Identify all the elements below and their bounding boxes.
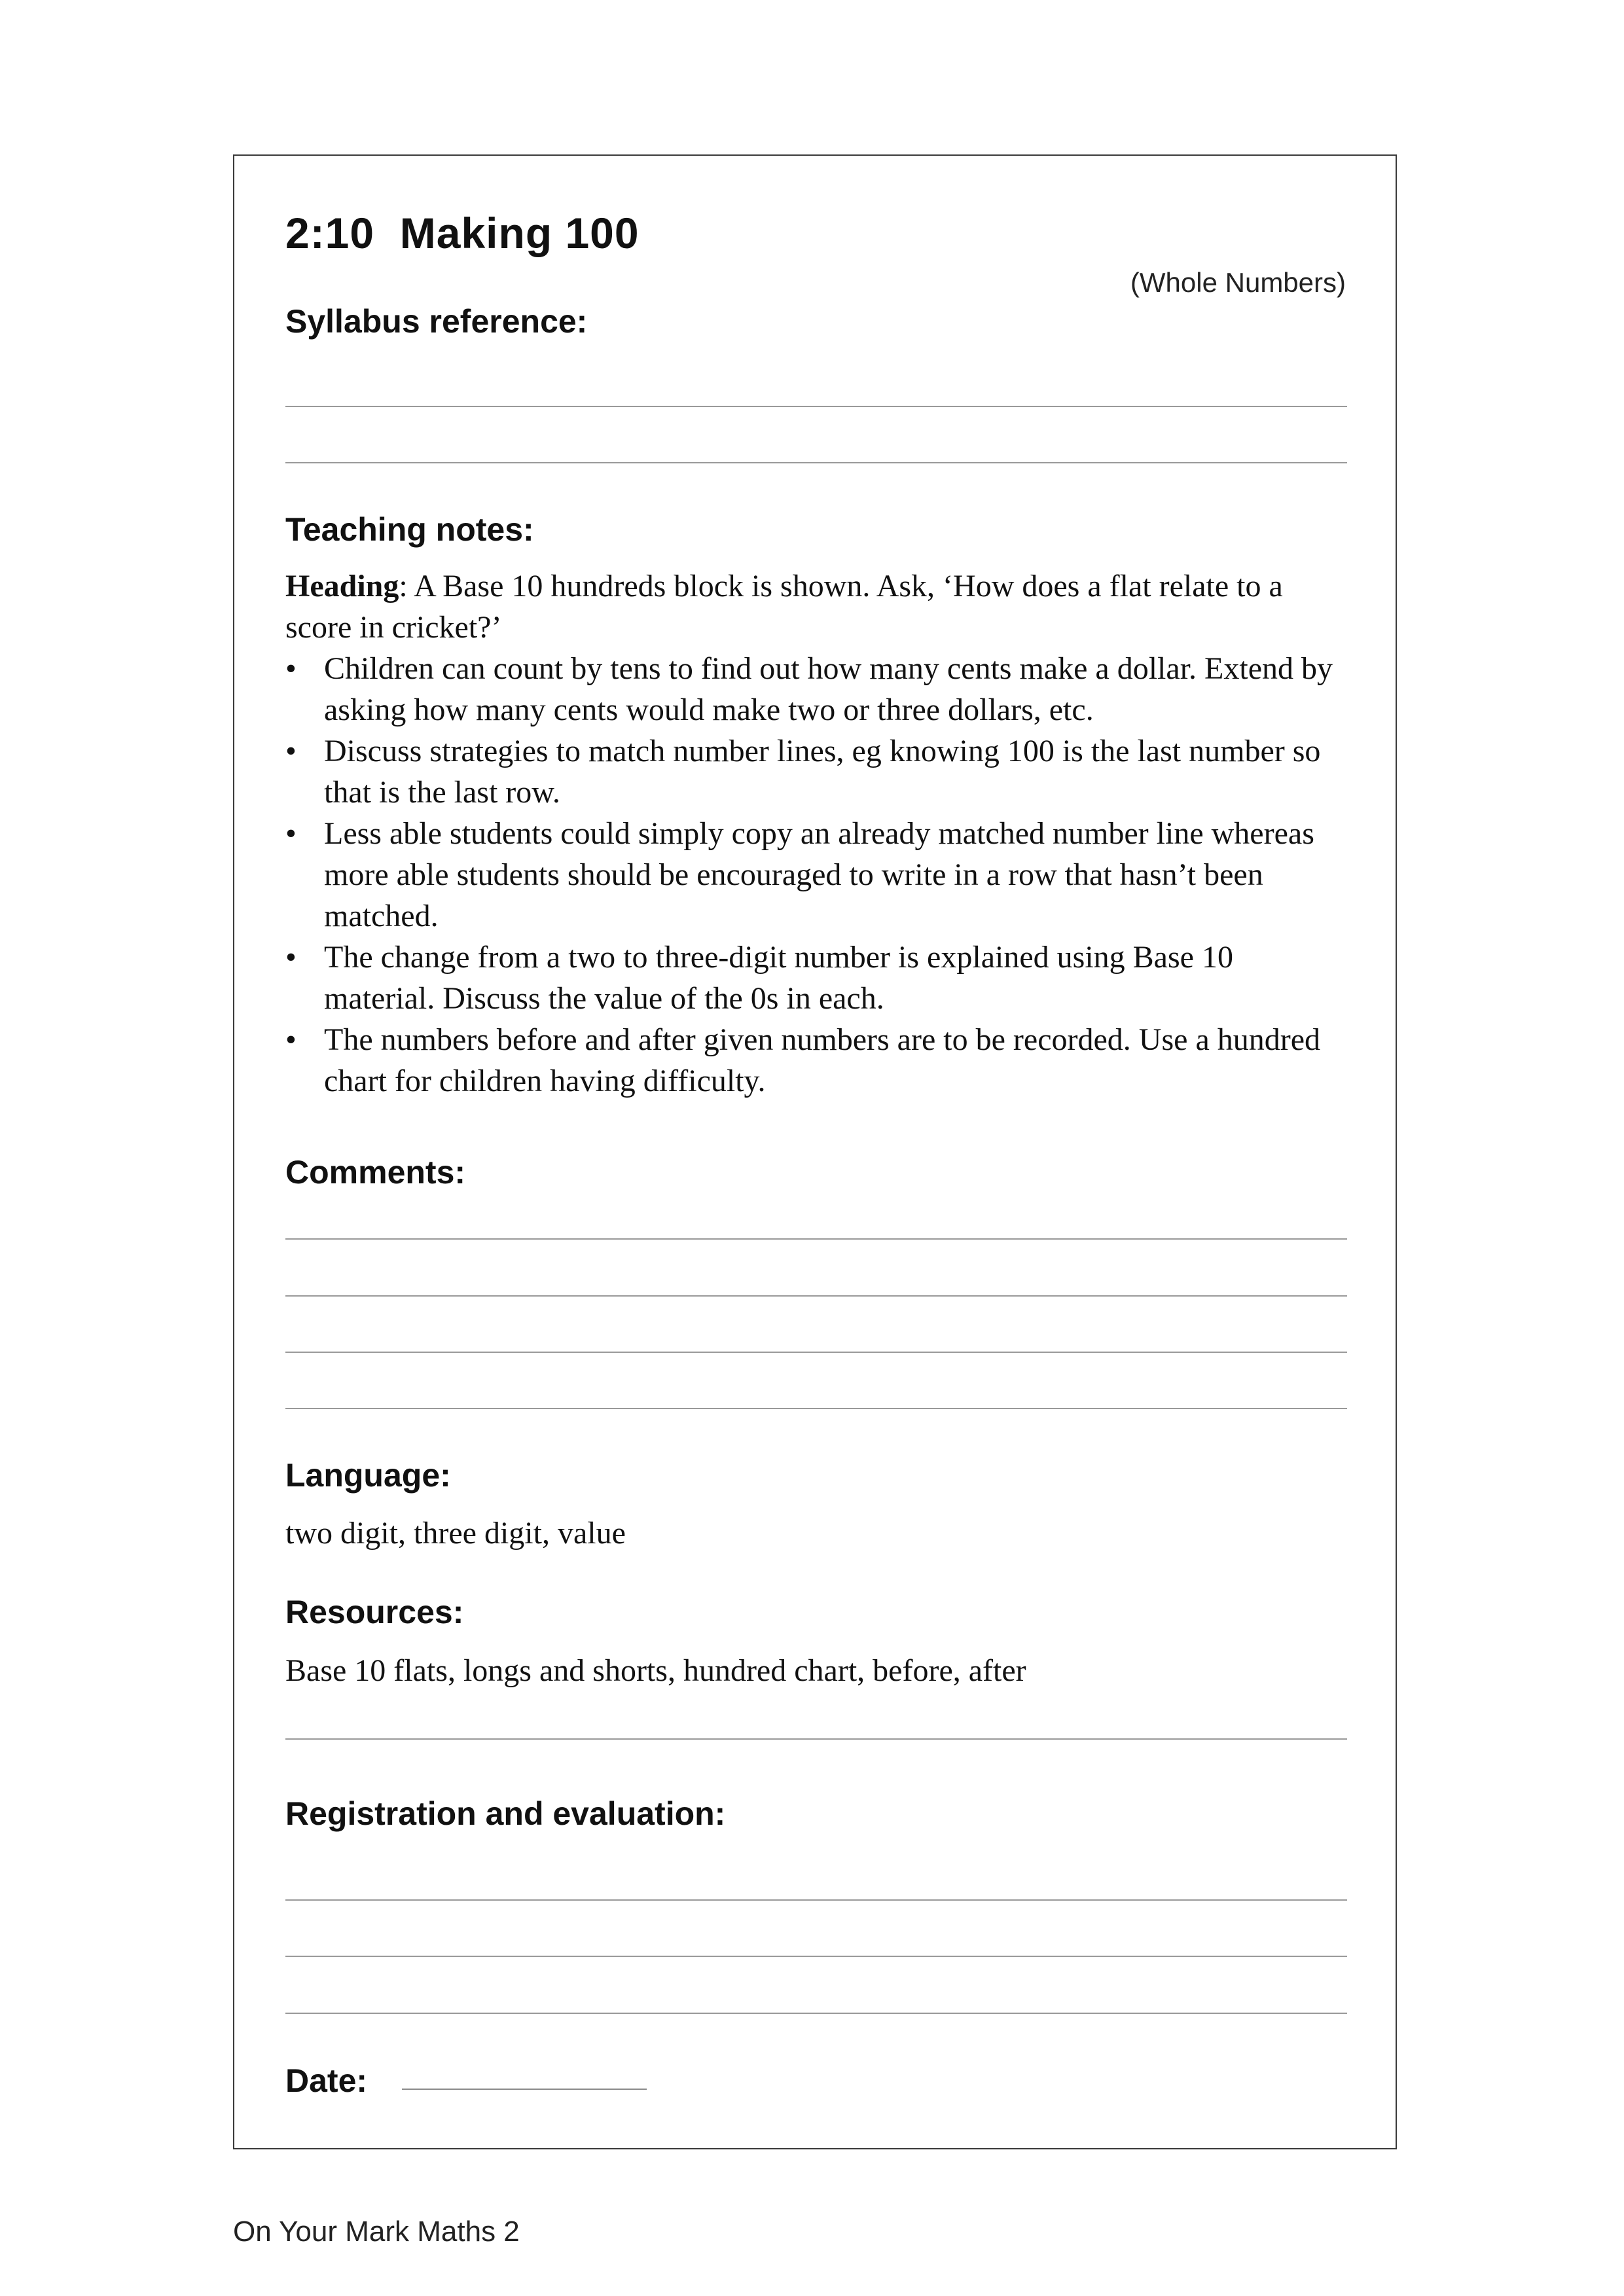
list-item-text: The numbers before and after given numbers are to be recorded. Use a hundred chart for children having difficulty. (324, 1022, 1321, 1098)
language-text: two digit, three digit, value (285, 1516, 626, 1551)
date-writing-line (402, 2089, 647, 2090)
bullet-icon: • (285, 651, 297, 686)
registration-writing-line (285, 1899, 1347, 1901)
resources-writing-line (285, 1738, 1347, 1740)
comments-writing-line (285, 1238, 1347, 1240)
language-heading: Language: (285, 1457, 451, 1494)
page-title: 2:10 Making 100 (285, 209, 640, 257)
resources-text: Base 10 flats, longs and shorts, hundred chart, before, after (285, 1653, 1026, 1688)
registration-writing-line (285, 1956, 1347, 1957)
list-item (285, 813, 1347, 937)
syllabus-heading: Syllabus reference: (285, 303, 588, 340)
comments-writing-line (285, 1295, 1347, 1297)
list-item-text: Less able students could simply copy an already matched number line whereas more able students should be encouraged to write in a row that hasn’t been matched. (324, 816, 1314, 933)
bullet-icon: • (285, 940, 297, 975)
strand-label: (Whole Numbers) (1130, 267, 1346, 298)
date-label: Date: (285, 2062, 368, 2099)
list-item-text: Discuss strategies to match number lines, eg knowing 100 is the last number so that is the last row. (324, 734, 1321, 810)
teaching-notes-heading: Teaching notes: (285, 511, 534, 548)
bullet-icon: • (285, 816, 297, 851)
teaching-notes-list (285, 648, 1347, 1102)
comments-writing-line (285, 1408, 1347, 1409)
list-item (285, 937, 1347, 1019)
resources-heading: Resources: (285, 1594, 464, 1630)
page-footer: On Your Mark Maths 2 (233, 2215, 520, 2248)
list-item (285, 648, 1347, 730)
page-frame (233, 154, 1397, 2149)
syllabus-writing-line (285, 406, 1347, 407)
bullet-icon: • (285, 1022, 297, 1057)
syllabus-writing-line (285, 462, 1347, 463)
intro-text: : A Base 10 hundreds block is shown. Ask, ‘How does a flat relate to a score in cricket?’ (285, 569, 1283, 645)
registration-writing-line (285, 2013, 1347, 2014)
comments-writing-line (285, 1352, 1347, 1353)
bullet-icon: • (285, 734, 297, 768)
list-item (285, 730, 1347, 813)
list-item (285, 1019, 1347, 1102)
list-item-text: The change from a two to three-digit number is explained using Base 10 material. Discuss the value of the 0s in each. (324, 940, 1233, 1016)
teaching-notes-intro (285, 565, 1347, 648)
registration-heading: Registration and evaluation: (285, 1795, 726, 1832)
list-item-text: Children can count by tens to find out how many cents make a dollar. Extend by asking how many cents would make two or three dollars, etc. (324, 651, 1333, 727)
intro-bold-label: Heading (285, 569, 399, 603)
comments-heading: Comments: (285, 1154, 466, 1191)
